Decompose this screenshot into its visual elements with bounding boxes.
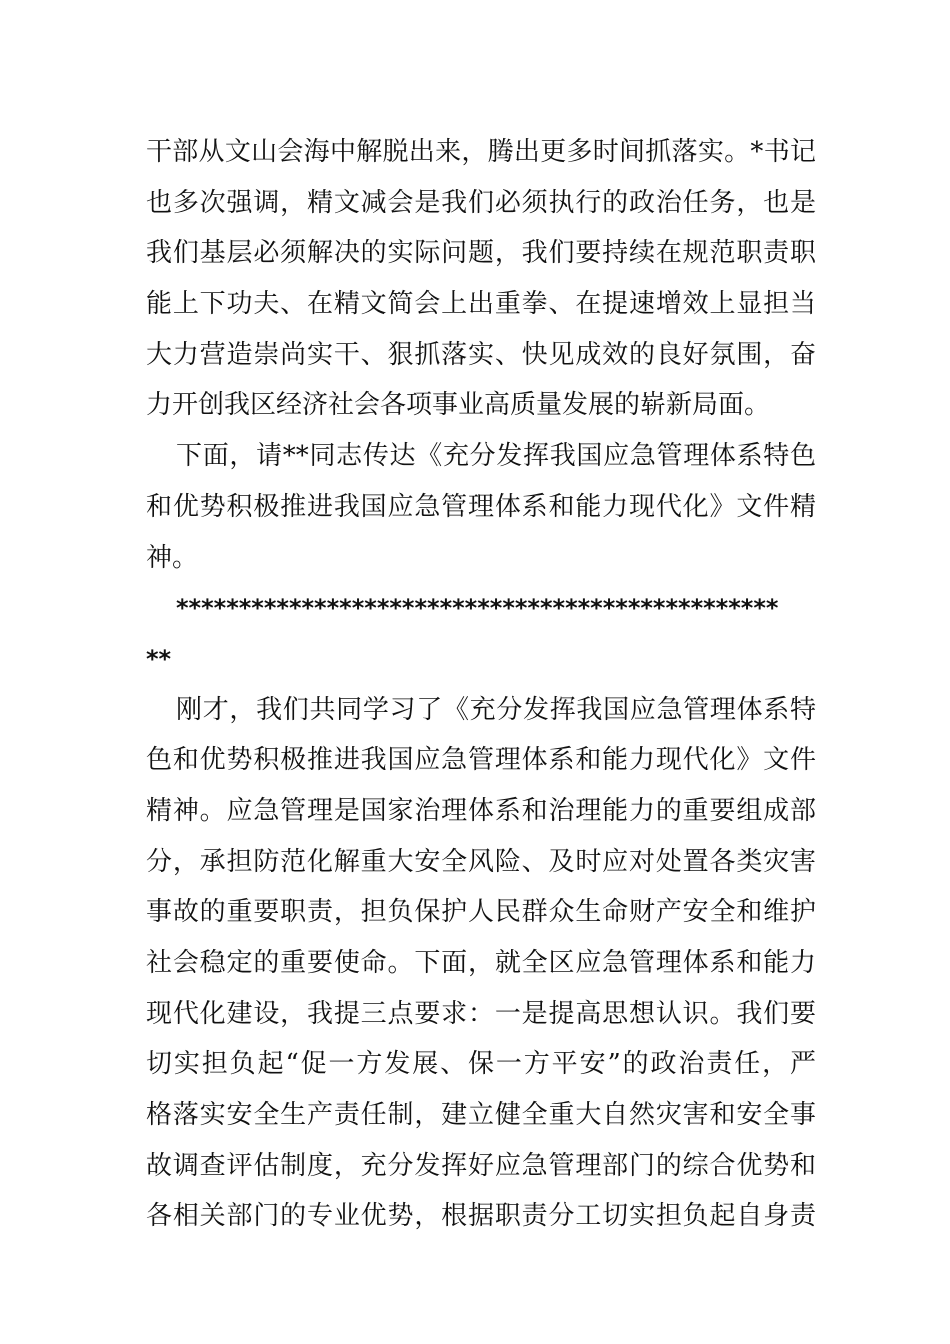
text-line: 干部从文山会海中解脱出来，腾出更多时间抓落实。*书记 (146, 137, 816, 167)
text-line: 能上下功夫、在精文简会上出重拳、在提速增效上显担当 (146, 289, 816, 320)
text-line: 和优势积极推进我国应急管理体系和能力现代化》文件精 (146, 491, 816, 522)
text-line: 神。 (146, 542, 199, 573)
text-line: 色和优势积极推进我国应急管理体系和能力现代化》文件 (146, 745, 816, 776)
text-line: 力开创我区经济社会各项事业高质量发展的崭新局面。 (146, 390, 771, 421)
text-line: 格落实安全生产责任制，建立健全重大自然灾害和安全事 (146, 1100, 816, 1131)
text-line: 大力营造崇尚实干、狠抓落实、快见成效的良好氛围，奋 (146, 339, 816, 370)
text-line: 分，承担防范化解重大安全风险、及时应对处置各类灾害 (146, 846, 816, 877)
text-line: 故调查评估制度，充分发挥好应急管理部门的综合优势和 (146, 1150, 816, 1181)
text-line: 也多次强调，精文减会是我们必须执行的政治任务，也是 (146, 187, 816, 218)
document-body (146, 127, 816, 1242)
text-line: 各相关部门的专业优势，根据职责分工切实担负起自身责 (146, 1201, 816, 1232)
separator-stars-tail: ** (146, 644, 172, 673)
text-line: 我们基层必须解决的实际问题，我们要持续在规范职责职 (146, 238, 816, 269)
text-line: 事故的重要职责，担负保护人民群众生命财产安全和维护 (146, 897, 816, 928)
separator-stars: ************************************************ (176, 594, 779, 623)
text-line: 切实担负起“促一方发展、保一方平安”的政治责任，严 (146, 1049, 816, 1080)
paragraph-start-line: 下面，请**同志传达《充分发挥我国应急管理体系特色 (176, 441, 816, 472)
text-line: 现代化建设，我提三点要求：一是提高思想认识。我们要 (146, 998, 816, 1029)
text-line: 社会稳定的重要使命。下面，就全区应急管理体系和能力 (146, 948, 816, 978)
text-line: 精神。应急管理是国家治理体系和治理能力的重要组成部 (146, 795, 816, 826)
paragraph-start-line: 刚才，我们共同学习了《充分发挥我国应急管理体系特 (176, 694, 816, 725)
